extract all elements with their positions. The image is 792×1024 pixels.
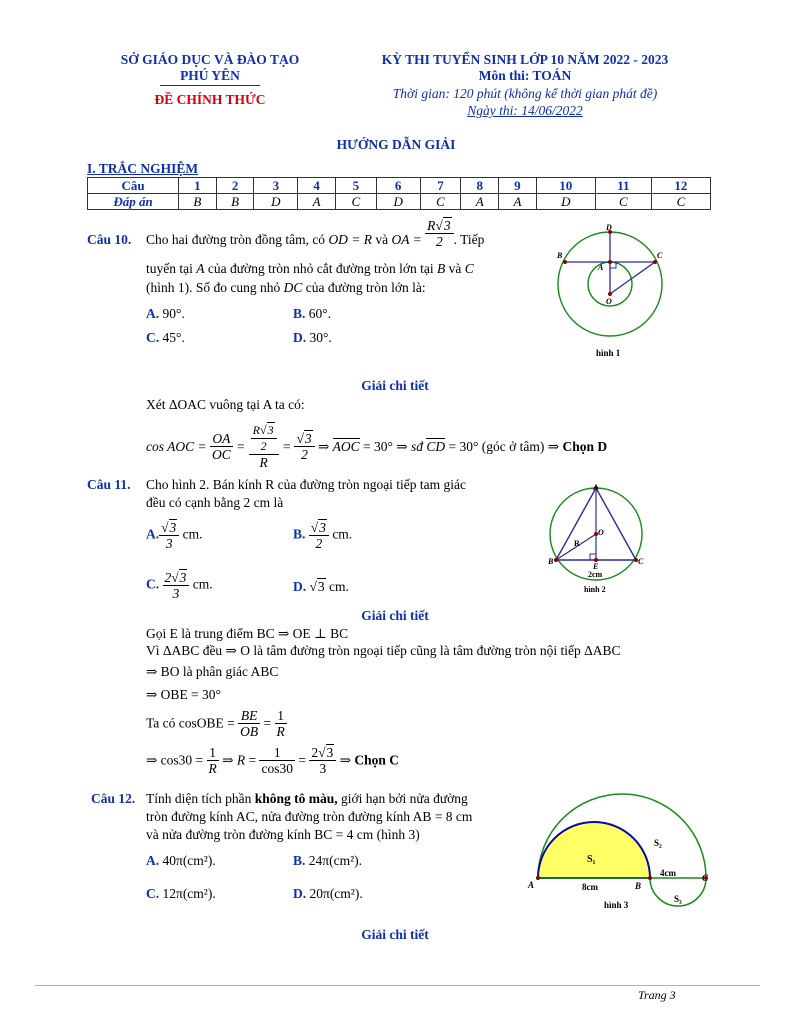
q12-option-d [293, 886, 363, 902]
opt-val: 40π(cm²). [162, 853, 216, 868]
figure-3-caption: hình 3 [604, 900, 629, 910]
q12-label: Câu 12. [91, 791, 136, 806]
table-question-number: 4 [298, 178, 336, 194]
opt-key: B. [293, 853, 306, 868]
q10-l2a: tuyến tại [146, 261, 193, 276]
q11-sol6: ⇒ cos30 = $\frac{1}{R}$ ⇒ R = $\frac{1}{\cos 30}$ = $\frac{2√3}{3}$ ⇒ Chọn C [146, 745, 399, 776]
opt-unit: cm. [182, 526, 203, 542]
q11-label: Câu 11. [87, 477, 131, 492]
header-divider [160, 85, 260, 86]
section-title: I. TRẮC NGHIỆM [87, 161, 199, 176]
q10-l2d: B [437, 261, 446, 276]
q11-option-c: C. $\frac{2√3}{3}$ cm. [146, 570, 213, 601]
opt-val: 45°. [162, 330, 185, 345]
q10-l3c: của đường tròn lớn là: [305, 280, 426, 295]
opt-key: D. [293, 886, 307, 901]
opt-val: 20π(cm²). [309, 886, 363, 901]
svg-text:S₂: S₂ [654, 838, 662, 848]
q10-choice: Chọn D [562, 439, 608, 454]
table-question-number: 3 [254, 178, 298, 194]
svg-text:S₁: S₁ [587, 854, 596, 865]
svg-text:O: O [606, 297, 612, 306]
table-question-number: 1 [179, 178, 217, 194]
answer-table-header-row [88, 178, 711, 194]
figure-2-caption: hình 2 [584, 585, 606, 594]
table-answer-cell: D [376, 194, 420, 210]
q11-sol2: Vì ΔABC đều ⇒ O là tâm đường tròn ngoại tiếp cũng là tâm đường tròn nội tiếp ΔABC [146, 643, 621, 658]
table-answer-cell: B [179, 194, 217, 210]
q12-option-c [146, 886, 216, 902]
table-question-number: 11 [595, 178, 651, 194]
q10-stem-line3 [146, 280, 526, 296]
table-question-number: 5 [336, 178, 377, 194]
svg-text:E: E [593, 562, 599, 571]
q10-l2e: và [448, 261, 462, 276]
q11-option-b: B. $\frac{√3}{2}$ cm. [293, 520, 353, 551]
svg-text:O: O [598, 528, 604, 537]
q12-solution-title: Giải chi tiết [361, 927, 429, 942]
q11-solution-title: Giải chi tiết [361, 608, 429, 623]
table-question-number: 7 [420, 178, 461, 194]
q11-sol5: Ta có cosOBE = $\frac{BE}{OB}$ = $\frac{1}{R}$ [146, 708, 285, 739]
q10-stem-line2 [146, 261, 526, 277]
opt-val: 24π(cm²). [308, 853, 362, 868]
svg-text:C: C [638, 557, 644, 566]
q10-text: Cho hai đường tròn đồng tâm, có [146, 232, 326, 247]
figure-1 [548, 222, 674, 362]
q10-label: Câu 10. [87, 232, 132, 247]
q10-sol-tail: (góc ở tâm) ⇒ [481, 439, 560, 454]
answer-table [87, 177, 711, 210]
q11-sol4: ⇒ OBE = 30° [146, 687, 221, 702]
table-label-question: Câu [88, 178, 179, 194]
q10-l3b: DC [283, 280, 303, 295]
exam-subject: Môn thi: TOÁN [478, 68, 572, 83]
svg-text:A: A [598, 263, 604, 272]
q10-l2b: A [196, 261, 205, 276]
answer-table-answer-row [88, 194, 711, 210]
table-question-number: 6 [376, 178, 420, 194]
table-answer-cell: A [298, 194, 336, 210]
q11-choice: Chọn C [354, 752, 399, 768]
opt-key: C. [146, 330, 160, 345]
q10-stem-line1 [146, 218, 526, 250]
exam-date: Ngày thi: 14/06/2022 [467, 103, 583, 118]
svg-text:B: B [548, 557, 554, 566]
table-answer-cell: C [595, 194, 651, 210]
q10-oa: OA = [391, 232, 422, 247]
figure-3-bc: 4cm [660, 868, 676, 878]
q11-option-a: A. $\frac{√3}{3}$ cm. [146, 520, 203, 551]
footer-divider [35, 985, 760, 986]
svg-text:A: A [528, 880, 535, 890]
q10-od: OD = R [328, 232, 373, 247]
official-exam-label: ĐỀ CHÍNH THỨC [154, 92, 266, 107]
opt-unit: cm. [332, 526, 353, 542]
opt-key: D. [293, 330, 307, 345]
svg-text:D: D [606, 223, 612, 232]
opt-key: A. [146, 306, 160, 321]
opt-val: 30°. [309, 330, 332, 345]
q12-stem-line1 [146, 791, 526, 807]
q12-l1b: không tô màu, [254, 791, 338, 806]
q11-option-d: D. √3 cm. [293, 579, 349, 594]
opt-key: A. [146, 526, 160, 542]
q12-stem-line2: tròn đường kính AC, nửa đường tròn đường kính AB = 8 cm [146, 809, 473, 824]
q10-option-d [293, 330, 332, 346]
q10-sol-line1: Xét ΔOAC vuông tại A ta có: [146, 397, 305, 412]
q11-sol3: ⇒ BO là phân giác ABC [146, 664, 279, 679]
q11-stem-line2: đều có cạnh bằng 2 cm là [146, 495, 284, 510]
opt-key: C. [146, 886, 160, 901]
figure-2-side: 2cm [588, 570, 603, 579]
table-answer-cell: D [536, 194, 595, 210]
q11-sol1: Gọi E là trung điểm BC ⇒ OE ⊥ BC [146, 626, 349, 641]
opt-val: 90°. [162, 306, 185, 321]
svg-text:A: A [593, 483, 599, 492]
table-question-number: 8 [461, 178, 499, 194]
opt-val: 12π(cm²). [162, 886, 216, 901]
q12-l1c: giới hạn bởi nửa đường [341, 791, 468, 806]
q10-solution-title: Giải chi tiết [361, 378, 429, 393]
opt-key: A. [146, 853, 160, 868]
table-question-number: 2 [216, 178, 254, 194]
page-number: Trang 3 [638, 988, 676, 1002]
opt-key: B. [293, 306, 306, 321]
q10-option-a [146, 306, 185, 322]
opt-val: 60°. [308, 306, 332, 321]
svg-text:S₃: S₃ [674, 894, 682, 904]
table-answer-cell: B [216, 194, 254, 210]
opt-key: D. [293, 579, 307, 594]
doc-title: HƯỚNG DẪN GIẢI [336, 137, 456, 152]
table-answer-cell: A [461, 194, 499, 210]
q10-option-b [293, 306, 331, 322]
svg-text:R: R [574, 539, 580, 548]
q10-sol-line2: cos AOC = $\frac{OA}{OC}$ = $\frac{\frac{R√3}{2}}{R}$ = $\frac{√3}{2}$ ⇒ AOC = 30° ⇒ sđ CD = 30° (góc ở tâm) ⇒ Chọn D [146, 423, 608, 470]
table-label-answer: Đáp án [88, 194, 179, 210]
svg-text:C: C [702, 873, 709, 883]
opt-unit: cm. [329, 579, 349, 594]
opt-key: C. [146, 576, 160, 592]
table-question-number: 9 [499, 178, 537, 194]
table-answer-cell: D [254, 194, 298, 210]
q10-and: và [375, 232, 389, 247]
svg-text:B: B [557, 251, 563, 260]
q12-l1a: Tính diện tích phần [146, 791, 252, 806]
opt-key: B. [293, 526, 306, 542]
q10-frac: $\frac{R√3}{2}$ [425, 218, 453, 249]
table-answer-cell: C [336, 194, 377, 210]
figure-3 [522, 792, 718, 914]
exam-duration: Thời gian: 120 phút (không kể thời gian phát đề) [392, 86, 658, 101]
q10-option-c [146, 330, 185, 346]
dept-name: SỞ GIÁO DỤC VÀ ĐÀO TẠO [120, 52, 300, 67]
q10-l3a: (hình 1). Số đo cung nhỏ [146, 280, 281, 295]
q12-option-a [146, 853, 216, 869]
q11-sol5-text: Ta có cosOBE = [146, 715, 235, 731]
table-answer-cell: C [420, 194, 461, 210]
exam-title: KỲ THI TUYỂN SINH LỚP 10 NĂM 2022 - 2023 [381, 52, 669, 67]
q10-tiep: . Tiếp [453, 232, 485, 247]
q10-l2c: của đường tròn nhỏ cắt đường tròn lớn tại [207, 261, 434, 276]
svg-text:C: C [657, 251, 663, 260]
figure-2 [540, 482, 652, 598]
figure-1-caption: hình 1 [596, 348, 621, 358]
table-question-number: 10 [536, 178, 595, 194]
q12-stem-line3: và nửa đường tròn đường kính BC = 4 cm (hình 3) [146, 827, 420, 842]
q12-option-b [293, 853, 362, 869]
table-question-number: 12 [651, 178, 710, 194]
opt-unit: cm. [192, 576, 213, 592]
table-answer-cell: C [651, 194, 710, 210]
q11-stem-line1: Cho hình 2. Bán kính R của đường tròn ngoại tiếp tam giác [146, 477, 467, 492]
table-answer-cell: A [499, 194, 537, 210]
q10-l2f: C [464, 261, 474, 276]
province-name: PHÚ YÊN [180, 68, 240, 83]
figure-3-ab: 8cm [582, 882, 598, 892]
svg-text:B: B [635, 881, 642, 891]
